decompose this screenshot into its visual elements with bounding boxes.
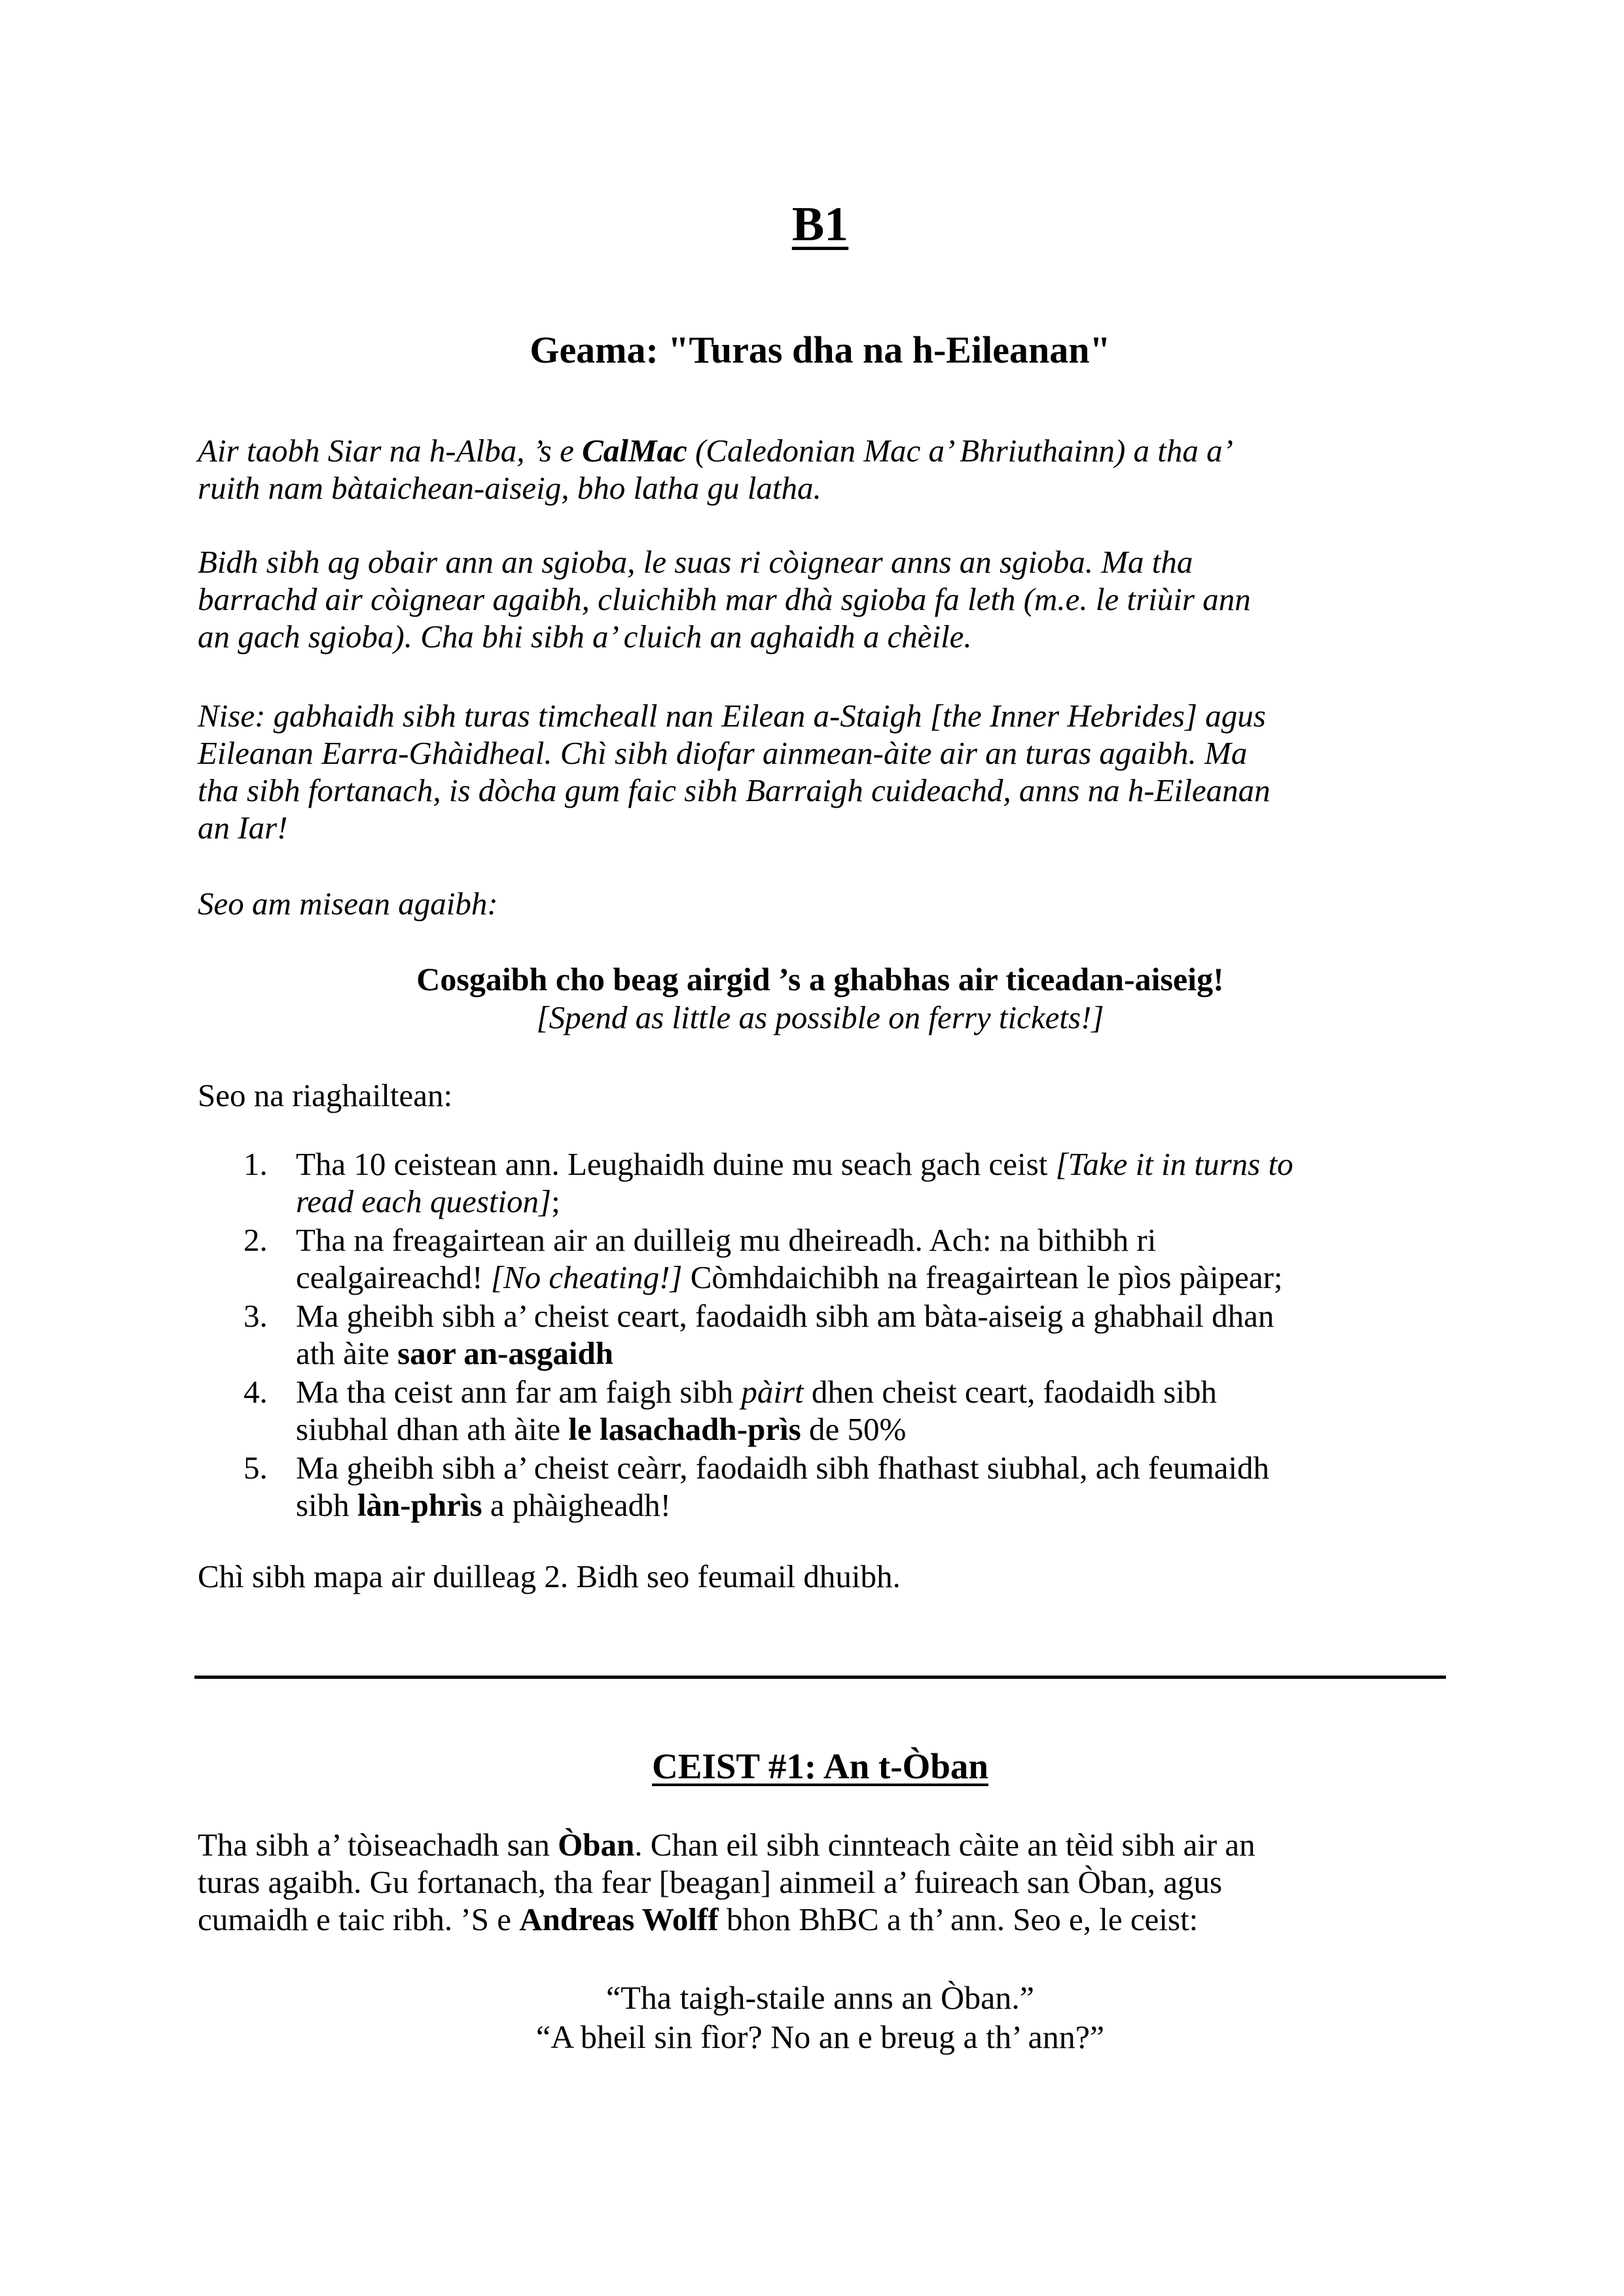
rule-text-italic: [Take it in turns to — [1055, 1146, 1293, 1182]
rule-text: cealgaireachd! — [296, 1259, 491, 1295]
map-note-block — [198, 1558, 1444, 1595]
rule-number: 3. — [244, 1298, 268, 1334]
mission-gaelic: Cosgaibh cho beag airgid ’s a ghabhas air ticeadan-aiseig! — [416, 961, 1224, 997]
rules-heading-block — [198, 1077, 1444, 1114]
list-item — [196, 1373, 1444, 1448]
intro-paragraph-4 — [198, 885, 1444, 922]
rule-text: Ma gheibh sibh a’ cheist ceart, faodaidh sibh am bàta-aiseig a ghabhail dhan — [296, 1298, 1274, 1334]
question1-quote-2: “A bheil sin fìor? No an e breug a th’ ann?” — [535, 2018, 1105, 2055]
rule-text-bold: làn-phrìs — [357, 1487, 482, 1523]
rule-number: 4. — [244, 1374, 268, 1410]
rule-text-bold: le lasachadh-prìs — [568, 1411, 801, 1447]
intro-p3-line2: Eileanan Earra-Ghàidheal. Chì sibh diofar ainmean-àite air an turas agaibh. Ma — [198, 735, 1248, 771]
rule-text: Ma gheibh sibh a’ cheist ceàrr, faodaidh sibh fhathast siubhal, ach feumaidh — [296, 1450, 1270, 1486]
rule-text: ath àite — [296, 1335, 398, 1371]
rule-number: 5. — [244, 1450, 268, 1486]
game-title: Geama: "Turas dha na h-Eileanan" — [530, 329, 1111, 371]
intro-paragraph-2 — [198, 543, 1444, 655]
question1-text: bhon BhBC a th’ ann. Seo e, le ceist: — [718, 1901, 1199, 1937]
rule-text: dhen cheist ceart, faodaidh sibh — [803, 1374, 1217, 1410]
mission-block — [196, 960, 1444, 1037]
list-item — [196, 1449, 1444, 1524]
intro-p2-line1: Bidh sibh ag obair ann an sgioba, le suas ri còignear anns an sgioba. Ma tha — [198, 544, 1193, 580]
question1-text: turas agaibh. Gu fortanach, tha fear [beagan] ainmeil a’ fuireach san Òban, agus — [198, 1864, 1223, 1900]
intro-p1-line2: ruith nam bàtaichean-aiseig, bho latha gu latha. — [198, 470, 821, 506]
section-divider — [194, 1676, 1446, 1679]
map-note: Chì sibh mapa air duilleag 2. Bidh seo feumail dhuibh. — [198, 1558, 901, 1594]
rule-number: 1. — [244, 1146, 268, 1182]
question1-heading-block — [196, 1744, 1444, 1789]
rule-text: Tha na freagairtean air an duilleig mu dheireadh. Ach: na bithibh ri — [296, 1222, 1157, 1258]
list-item — [196, 1221, 1444, 1296]
rule-text-bold: saor an-asgaidh — [397, 1335, 614, 1371]
mission-english: [Spend as little as possible on ferry tickets!] — [536, 999, 1104, 1035]
intro-p3-line1: Nise: gabhaidh sibh turas timcheall nan Eilean a-Staigh [the Inner Hebrides] agus — [198, 698, 1266, 734]
question1-quote-block — [196, 1978, 1444, 2056]
rule-text: Tha 10 ceistean ann. Leughaidh duine mu seach gach ceist — [296, 1146, 1056, 1182]
intro-p1-text-b: (Caledonian Mac a’ Bhriuthainn) a tha a’ — [687, 433, 1233, 469]
level-heading: B1 — [791, 198, 849, 251]
rule-text-italic: read each question] — [296, 1183, 552, 1219]
intro-p3-line3: tha sibh fortanach, is dòcha gum faic sibh Barraigh cuideachd, anns na h-Eileanan — [198, 772, 1271, 808]
rule-text: de 50% — [801, 1411, 907, 1447]
rule-text: Ma tha ceist ann far am faigh sibh — [296, 1374, 742, 1410]
intro-p2-line3: an gach sgioba). Cha bhi sibh a’ cluich an aghaidh a chèile. — [198, 619, 972, 655]
rule-text-italic: [No cheating!] — [490, 1259, 683, 1295]
rule-text-italic: pàirt — [741, 1374, 804, 1410]
title-block — [196, 327, 1444, 373]
mission-lead: Seo am misean agaibh: — [198, 886, 498, 922]
intro-p3-line4: an Iar! — [198, 810, 288, 846]
level-heading-block — [196, 195, 1444, 254]
rule-text: siubhal dhan ath àite — [296, 1411, 569, 1447]
question1-text: Tha sibh a’ tòiseachadh san — [198, 1827, 558, 1863]
question1-quote-1: “Tha taigh-staile anns an Òban.” — [606, 1979, 1034, 2016]
question1-text: . Chan eil sibh cinnteach càite an tèid sibh air an — [634, 1827, 1255, 1863]
rule-text: Còmhdaichibh na freagairtean le pìos pàipear; — [682, 1259, 1283, 1295]
question1-text: cumaidh e taic ribh. ’S e — [198, 1901, 520, 1937]
rule-text: ; — [551, 1183, 560, 1219]
intro-p1-text-a: Air taobh Siar na h-Alba, ’s e — [198, 433, 583, 469]
rule-number: 2. — [244, 1222, 268, 1258]
calmac-name: CalMac — [582, 433, 687, 469]
oban-name: Òban — [558, 1827, 635, 1863]
intro-paragraph-3 — [198, 697, 1444, 846]
rule-text: sibh — [296, 1487, 357, 1523]
question1-body — [198, 1826, 1444, 1938]
question1-heading: CEIST #1: An t-Òban — [651, 1746, 988, 1786]
list-item — [196, 1145, 1444, 1220]
intro-p2-line2: barrachd air còignear agaibh, cluichibh mar dhà sgioba fa leth (m.e. le triùir ann — [198, 581, 1251, 617]
rules-list — [196, 1145, 1444, 1525]
rules-heading: Seo na riaghailtean: — [198, 1077, 453, 1113]
andreas-wolff-name: Andreas Wolff — [519, 1901, 719, 1937]
list-item — [196, 1297, 1444, 1372]
intro-paragraph-1 — [198, 432, 1444, 507]
rule-text: a phàigheadh! — [482, 1487, 671, 1523]
